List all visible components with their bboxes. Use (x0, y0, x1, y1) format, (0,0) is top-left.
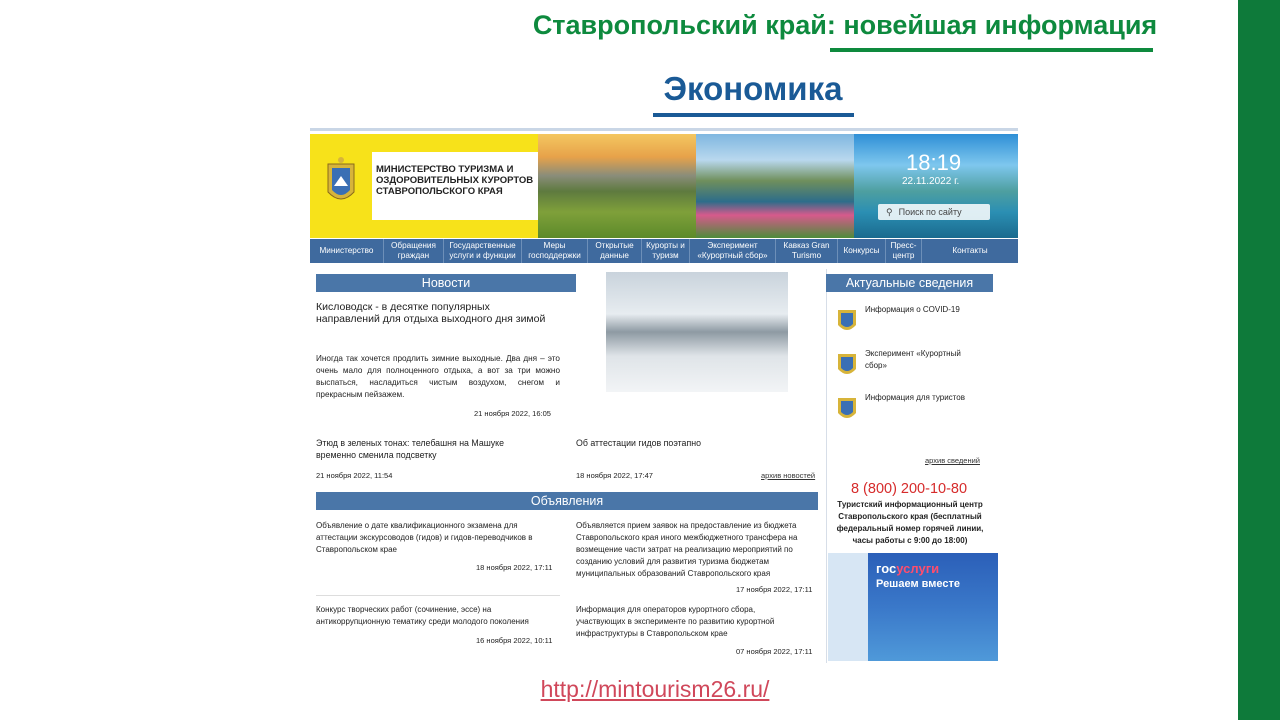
nav-item-services[interactable]: Государственные услуги и функции (444, 239, 522, 263)
ad-item-1-date: 18 ноября 2022, 17:11 (476, 563, 553, 572)
gosuslugi-logo: госуслуги (876, 561, 940, 576)
ministry-name: МИНИСТЕРСТВО ТУРИЗМА И ОЗДОРОВИТЕЛЬНЫХ КУРОРТОВ СТАВРОПОЛЬСКОГО КРАЯ (376, 164, 534, 197)
site-url-link[interactable]: http://mintourism26.ru/ (540, 676, 770, 702)
ad-item-4-date: 07 ноября 2022, 17:11 (736, 647, 813, 656)
coat-of-arms-icon (836, 395, 858, 423)
search-label: Поиск по сайту (898, 207, 962, 217)
actual-item-covid[interactable]: Информация о COVID-19 (865, 305, 960, 314)
slide-accent-bar (1238, 0, 1280, 720)
coat-of-arms-icon (324, 156, 358, 208)
ad-separator (316, 595, 560, 596)
search-icon: ⚲ (886, 207, 893, 217)
news-main-date: 21 ноября 2022, 16:05 (474, 409, 551, 418)
ad-item-2-text[interactable]: Объявляется прием заявок на предоставление из бюджета Ставропольского края иного межбюджетного трансфера на возмещение части затрат на реализацию мероприятий по созданию условий для развития туризма бюджетам муниципальных образований Ставропольского края (576, 521, 798, 578)
nav-item-ministry[interactable]: Министерство (310, 239, 384, 263)
news-title: Новости (316, 274, 576, 292)
site-search[interactable] (878, 204, 990, 220)
nav-item-open-data[interactable]: Открытые данные (588, 239, 642, 263)
ad-item-4-text[interactable]: Информация для операторов курортного сбора, участвующих в эксперименте по развитию курортной инфраструктуры в Ставропольском крае (576, 605, 775, 638)
ad-item-3-text[interactable]: Конкурс творческих работ (сочинение, эссе) на антикоррупционную тематику среди молодого поколения (316, 605, 529, 626)
actual-item-resort-fee[interactable]: Эксперимент «Курортный сбор» (865, 349, 961, 370)
nav-item-support[interactable]: Меры господдержки (522, 239, 588, 263)
logo-block (310, 134, 538, 238)
news-item3-date: 18 ноября 2022, 17:47 (576, 471, 653, 480)
nav-item-contests[interactable]: Конкурсы (838, 239, 886, 263)
gosuslugi-banner[interactable] (828, 553, 998, 661)
gosuslugi-slogan: Решаем вместе (876, 578, 960, 590)
nav-item-resorts[interactable]: Курорты и туризм (642, 239, 690, 263)
header-clock: 18:19 (906, 150, 962, 175)
news-photo-winter (606, 272, 788, 392)
coat-of-arms-icon (836, 307, 858, 335)
title-underline (830, 48, 1153, 52)
nav-item-contacts[interactable]: Контакты (952, 246, 988, 255)
hotline-text: Туристский информационный центр Ставропольского края (бесплатный федеральный номер горячей линии, часы работы с 9:00 до 18:00) (836, 500, 984, 545)
nav-item-appeals[interactable]: Обращения граждан (384, 239, 444, 263)
actual-item-tourists[interactable]: Информация для туристов (865, 393, 965, 402)
news-item3-headline[interactable]: Об аттестации гидов поэтапно (576, 438, 701, 448)
section-title: Экономика (663, 70, 843, 107)
ads-title: Объявления (316, 492, 818, 510)
news-item2-date: 21 ноября 2022, 11:54 (316, 471, 393, 480)
nav-item-resort-fee[interactable]: Эксперимент «Курортный сбор» (690, 239, 776, 263)
header-date: 22.11.2022 г. (902, 176, 960, 187)
ad-item-1-text[interactable]: Объявление о дате квалификационного экзамена для аттестации экскурсоводов (гидов) и гидов-переводчиков в Ставропольском крае (316, 521, 533, 554)
news-item2-headline[interactable]: Этюд в зеленых тонах: телебашня на Машуке временно сменила подсветку (316, 438, 505, 460)
hotline-phone[interactable]: 8 (800) 200-10-80 (850, 481, 968, 497)
coat-of-arms-icon (836, 351, 858, 379)
header-photo-mountains (538, 134, 696, 238)
slide-title: Ставропольский край: новейшая информация (532, 10, 1158, 40)
news-main-headline[interactable]: Кисловодск - в десятке популярных направлений для отдыха выходного дня зимой (316, 301, 546, 325)
column-divider (826, 269, 827, 663)
ad-item-3-date: 16 ноября 2022, 10:11 (476, 636, 553, 645)
main-nav (310, 239, 1018, 263)
site-header (310, 134, 1018, 238)
section-underline (653, 113, 854, 117)
website-screenshot (310, 128, 1018, 663)
news-archive-link[interactable]: архив новостей (761, 471, 816, 480)
header-photo-park (696, 134, 854, 238)
actual-title: Актуальные сведения (826, 274, 993, 292)
actual-archive-link[interactable]: архив сведений (925, 456, 980, 465)
news-main-text: Иногда так хочется продлить зимние выходные. Два дня – это очень мало для полноценного отдыха, а вот за три можно выспаться, насладиться чистым воздухом, снегом и прекрасным пейзажем. (316, 354, 560, 399)
nav-item-gran-turismo[interactable]: Кавказ Gran Turismo (776, 239, 838, 263)
ad-item-2-date: 17 ноября 2022, 17:11 (736, 585, 813, 594)
nav-item-press[interactable]: Пресс-центр (886, 239, 922, 263)
